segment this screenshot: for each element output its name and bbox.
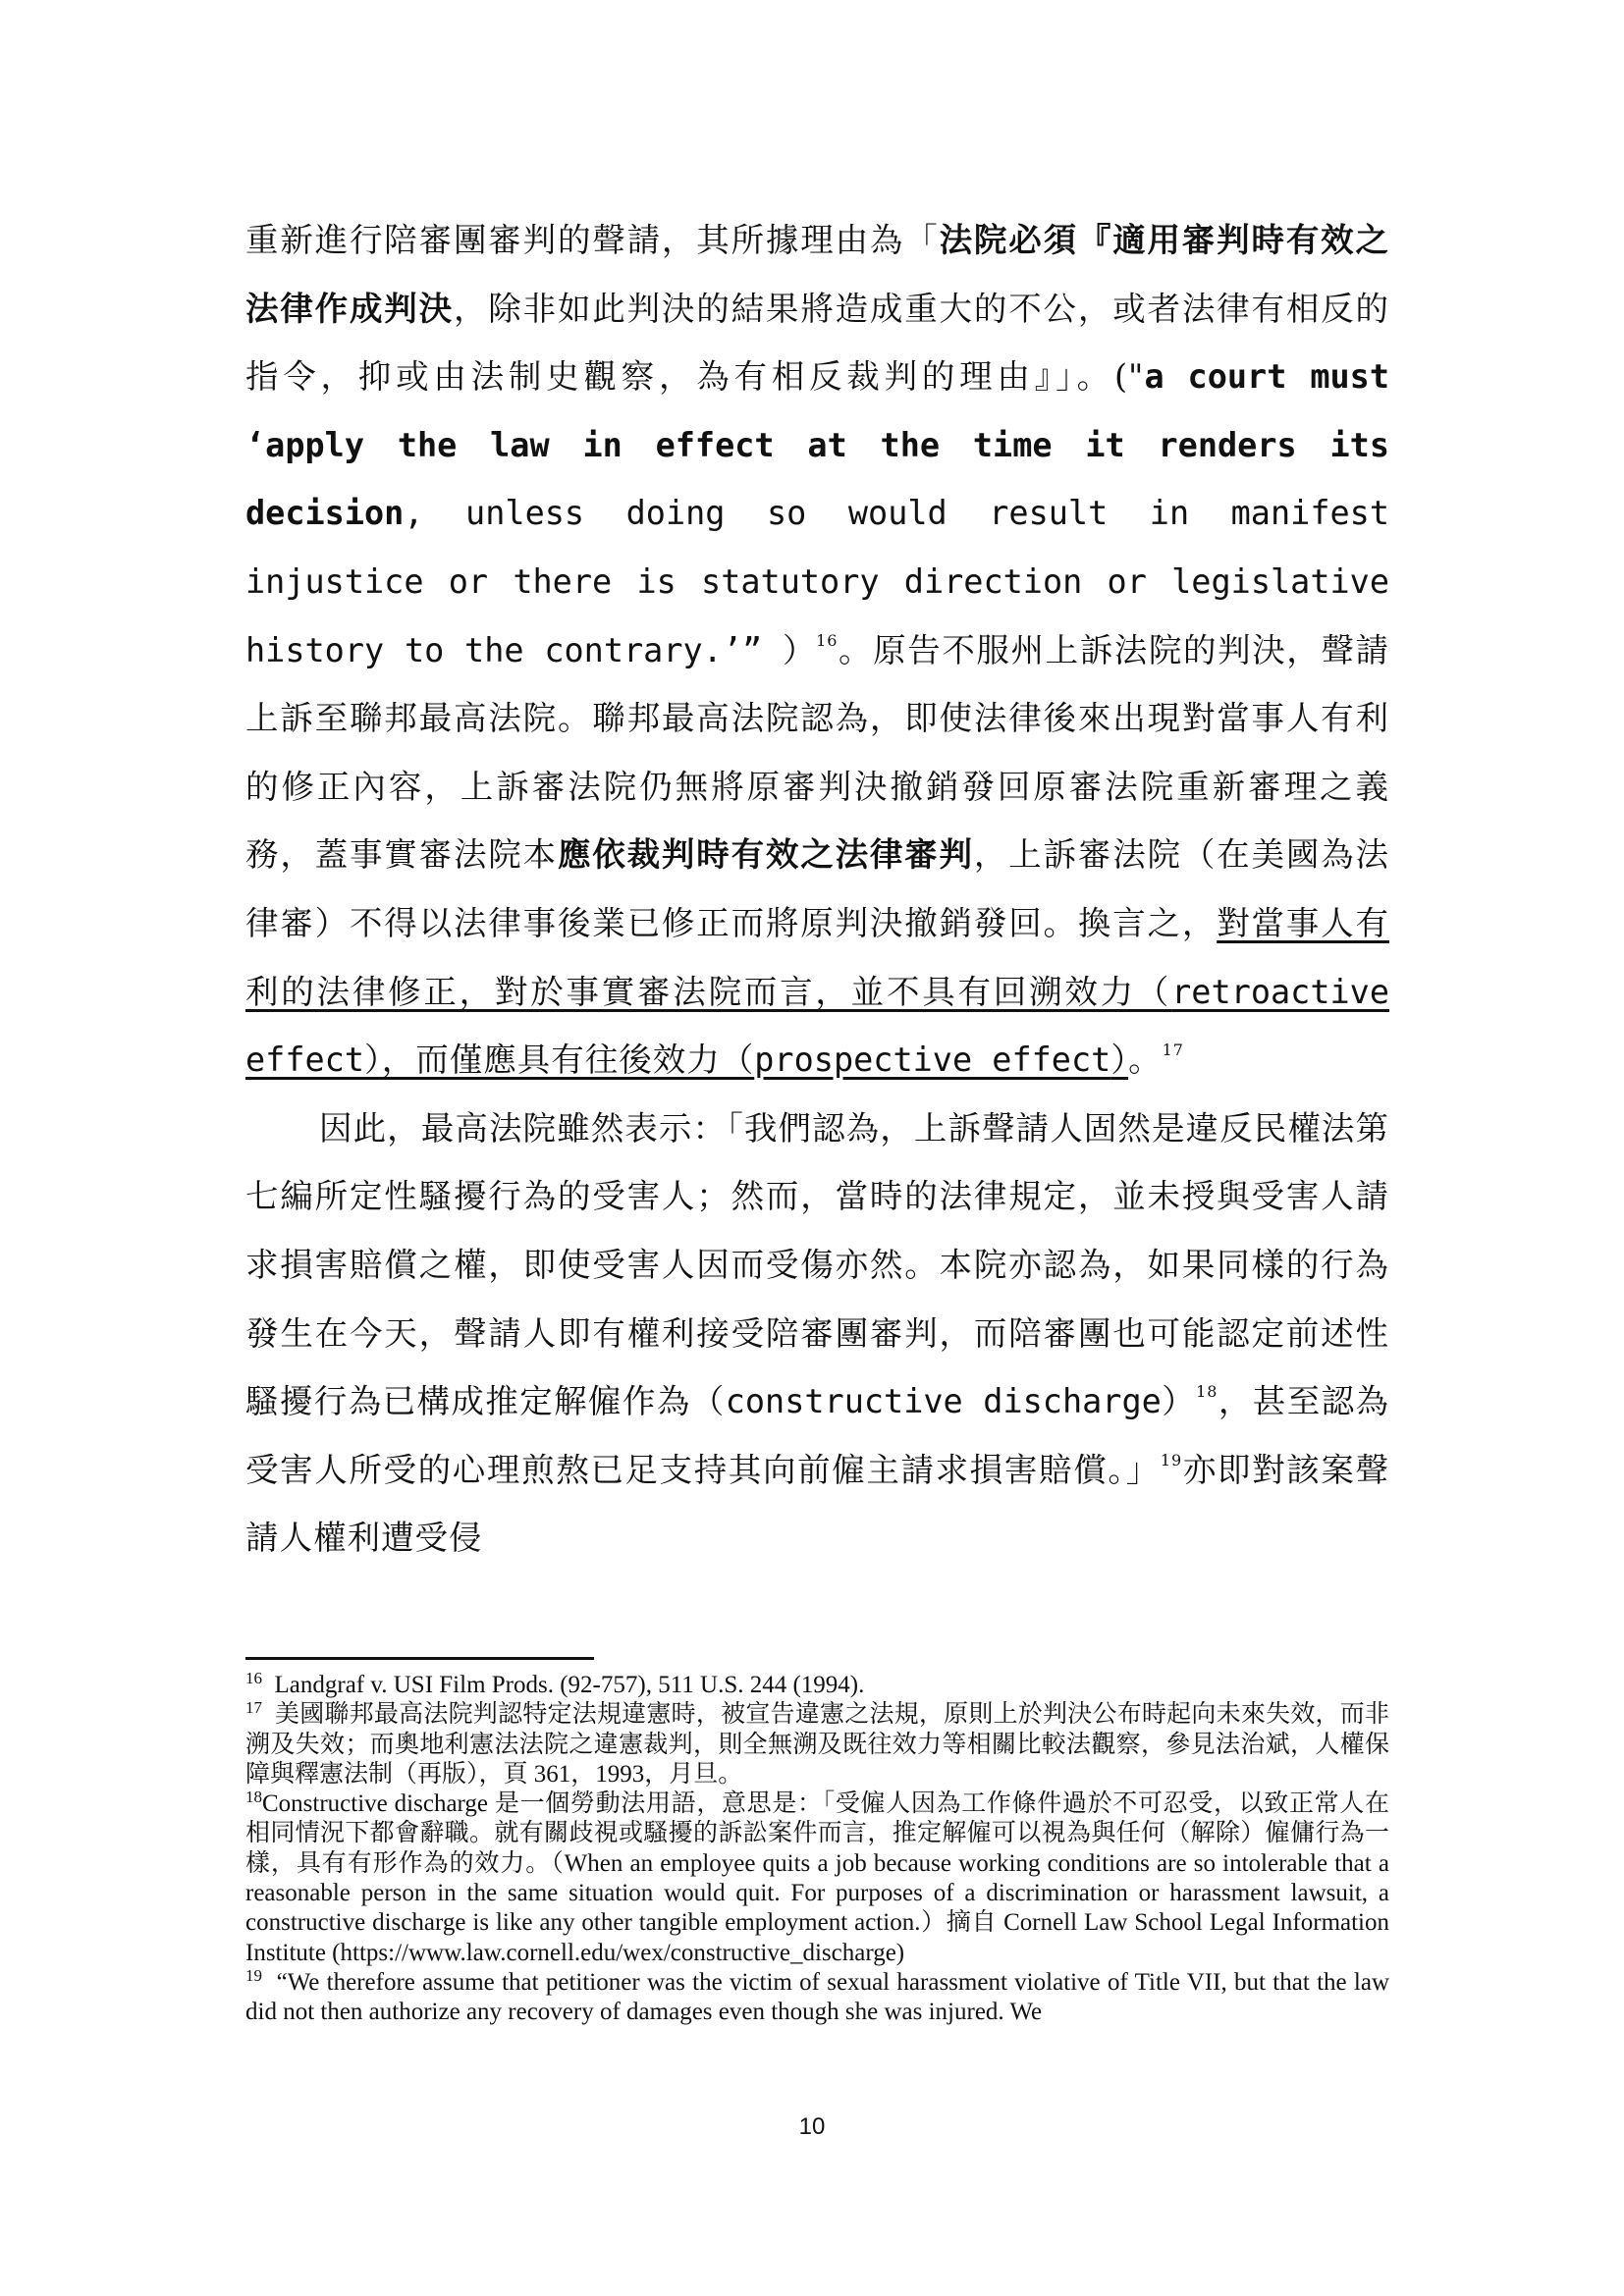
- english-quote: , unless doing so would result in manifest injustice or there is statutory direction or legislative history to the contrary.’” ）: [245, 494, 1389, 669]
- bold-english-quote: a court must ‘apply the law in effect at the time it renders its decision: [245, 357, 1389, 533]
- footnote-19: [245, 1965, 1389, 2028]
- underlined-english-term: retroactive effect: [245, 972, 1389, 1080]
- footnote-16: [245, 1671, 1389, 1700]
- footnote-number: 17: [245, 1698, 262, 1718]
- footnote-ref-17: 17: [1162, 1041, 1184, 1060]
- paragraph-2: [245, 1095, 1389, 1573]
- bold-text: 應依裁判時有效之法律審判: [557, 835, 974, 875]
- footnote-text: 美國聯邦最高法院判認特定法規違憲時，被宣告違憲之法規，原則上於判決公布時起向未來失效，而非溯及失效；而奧地利憲法法院之違憲裁判，則全無溯及既往效力等相關比較法觀察，參見法治斌，人權保障與釋憲法制（再版），頁 361，1993，月旦。: [245, 1701, 1390, 1788]
- underlined-text: ）: [1110, 1041, 1129, 1080]
- footnote-ref-19: 19: [1160, 1450, 1183, 1469]
- underlined-text: ），而僅應具有往後效力（: [364, 1041, 755, 1080]
- footnote-number: 18: [245, 1788, 262, 1807]
- text-run: 重新進行陪審團審判的聲請，其所據理由為「: [245, 221, 940, 259]
- text-run: 。原告不服州上訴法院的判決，聲請上訴至聯邦最高法院。聯邦最高法院認為，即使法律後來出現對當事人有利的修正內容，上訴審法院仍無將原審判決撤銷發回原審法院重新審理之義務，蓋事實審法院本: [245, 630, 1390, 875]
- footnote-ref-18: 18: [1196, 1382, 1218, 1402]
- footnote-18: [245, 1789, 1389, 1968]
- text-run: ，除非如此判決的結果將造成重大的不公，或者法律有相反的指令，抑或由法制史觀察，為有相反裁判的理由』」。(": [245, 289, 1389, 397]
- footnote-text: Constructive discharge 是一個勞動法用語，意思是：「受僱人因為工作條件過於不可忍受，以致正常人在相同情況下都會辭職。就有關歧視或騷擾的訴訟案件而言，推定解僱可以視為與任何（解除）僱傭行為一樣，具有有形作為的效力。（When an employee quits a job because working conditions are so intolerable that a reasonable person in the same situation would quit. For purposes of a discrimination or harassment lawsuit, a constructive discharge is like any other tangible employment action.）摘自 Cornell Law School Legal Information Institute (https://www.law.cornell.edu/wex/constructive_discharge): [245, 1790, 1389, 1966]
- main-text: [245, 206, 1389, 1573]
- bold-text: 法院必須『適用審判時有效之法律作成判決: [245, 221, 1389, 328]
- footnote-number: 19: [245, 1965, 262, 1985]
- text-run: 因此，最高法院雖然表示：「我們認為，上訴聲請人固然是違反民權法第七編所定性騷擾行為的受害人；然而，當時的法律規定，並未授與受害人請求損害賠償之權，即使受害人因而受傷亦然。本院亦認為，如果同樣的行為發生在今天，聲請人即有權利接受陪審團審判，而陪審團也可能認定前述性騷擾行為已構成推定解僱作為（: [245, 1108, 1389, 1421]
- english-term: constructive discharge: [725, 1382, 1162, 1421]
- footnote-text: Landgraf v. USI Film Prods. (92-757), 511 U.S. 244 (1994).: [274, 1672, 865, 1698]
- footnote-ref-16: 16: [816, 630, 839, 650]
- text-run: ）: [1161, 1382, 1197, 1421]
- text-run: 。: [1128, 1041, 1163, 1080]
- underlined-text: 對當事人有利的法律修正，對於事實審法院而言，並不具有回溯效力（: [245, 903, 1389, 1011]
- text-run: 亦即對該案聲請人權利遭受侵: [245, 1450, 1390, 1558]
- footnote-separator: [245, 1657, 594, 1660]
- footnote-number: 16: [245, 1669, 262, 1687]
- underlined-english-term: prospective effect: [754, 1041, 1111, 1080]
- text-run: ，上訴審法院（在美國為法律審）不得以法律事後業已修正而將原判決撤銷發回。換言之，: [245, 835, 1389, 942]
- text-run: ，甚至認為受害人所受的心理煎熬已足支持其向前僱主請求損害賠償。」: [245, 1382, 1390, 1489]
- footnote-17: [245, 1700, 1389, 1789]
- paragraph-1: [245, 206, 1389, 1095]
- footnote-text: “We therefore assume that petitioner was the victim of sexual harassment violative of Title VII, but that the law did not then authorize any recovery of damages even though she was injured. We: [245, 1968, 1389, 2026]
- footnotes: [245, 1671, 1389, 2028]
- page-number: 10: [798, 2113, 826, 2140]
